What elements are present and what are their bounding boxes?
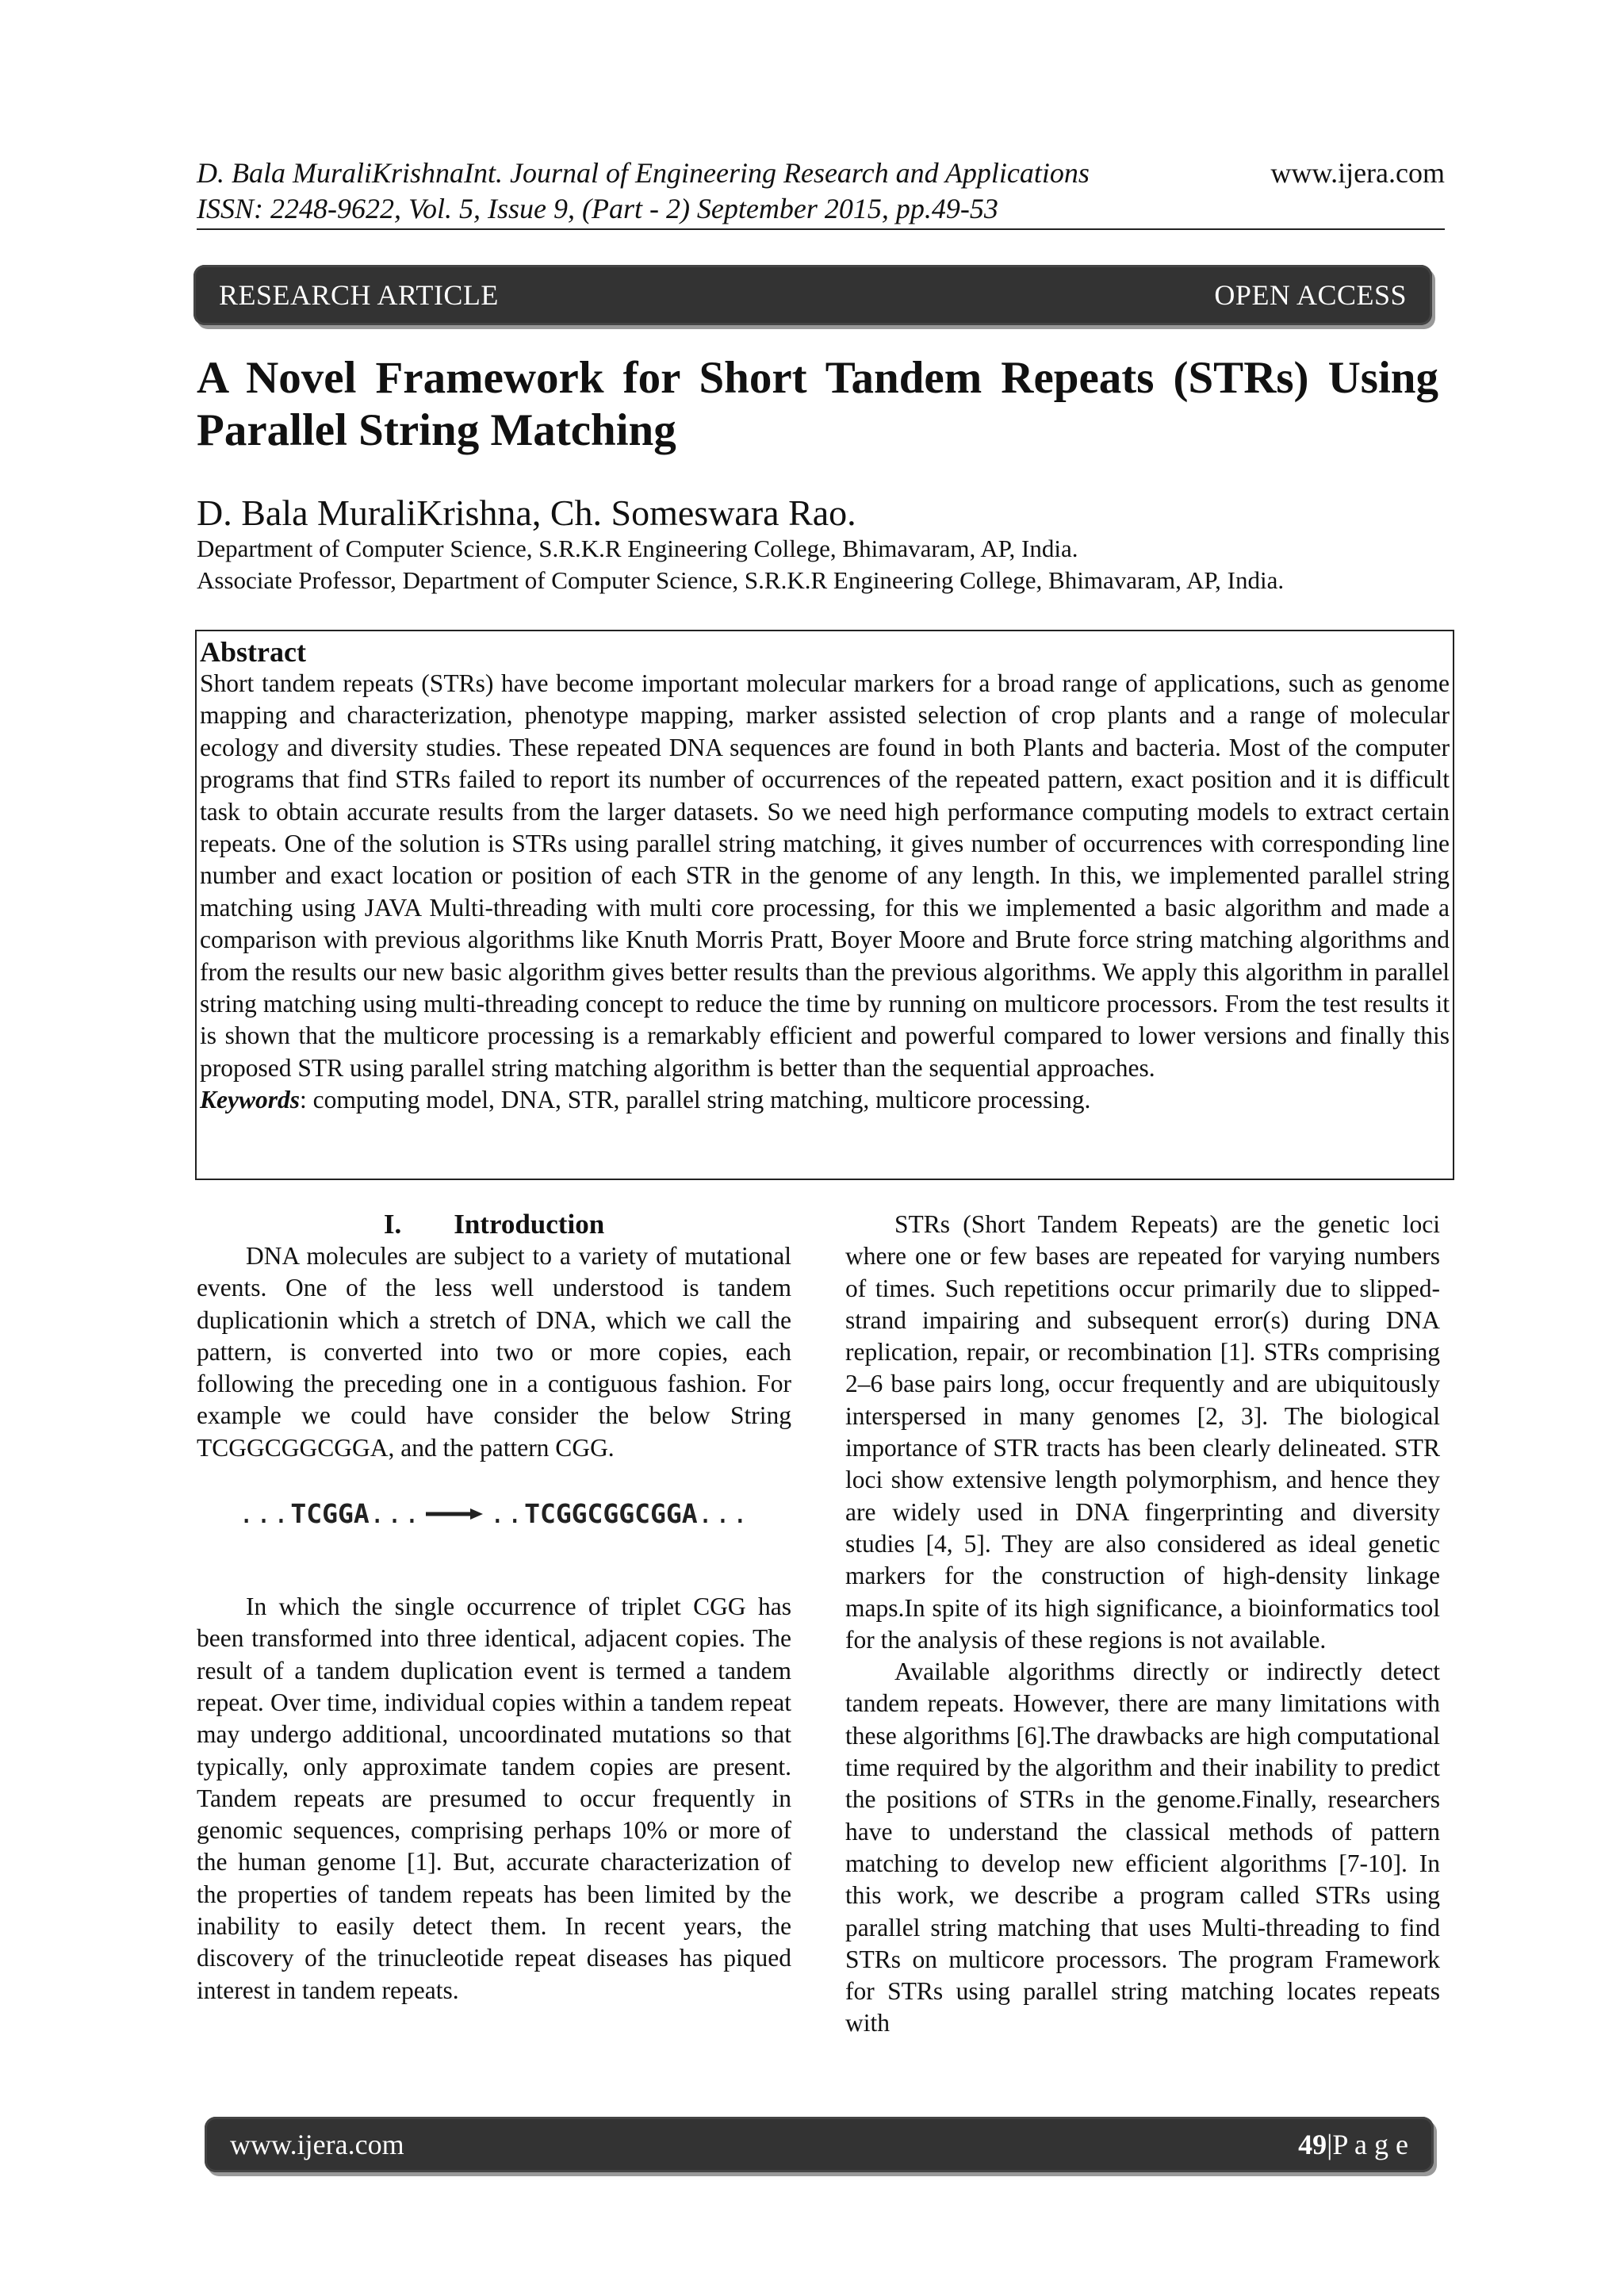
keywords-line (200, 1084, 1450, 1116)
page-word: |P a g e (1327, 2129, 1408, 2160)
intro-paragraph-3: STRs (Short Tandem Repeats) are the genetic loci where one or few bases are repeated for varying numbers of times. Such repetitions occur primarily due to slipped-strand impairing and subsequent error(s) during DNA replication, repair, or recombination [1]. STRs comprising 2–6 base pairs long, occur frequently and are ubiquitously interspersed in many genomes [2, 3]. The biological importance of STR tracts has been clearly delineated. STR loci show extensive length polymorphism, and hence they are widely used in DNA fingerprinting and diversity studies [4, 5]. They are also considered as ideal genetic markers for the construction of high-density linkage maps.In spite of its high significance, a bioinformatics tool for the analysis of these regions is not available. (845, 1210, 1440, 1654)
header-rule (197, 228, 1445, 230)
journal-citation: D. Bala MuraliKrishnaInt. Journal of Engineering Research and Applications (197, 157, 1090, 189)
abstract-box (195, 630, 1454, 1180)
section-number: I. (383, 1209, 402, 1240)
open-access-label: OPEN ACCESS (1214, 279, 1407, 311)
page-number: 49 (1298, 2129, 1327, 2160)
keywords-text: : computing model, DNA, STR, parallel string matching, multicore processing. (300, 1086, 1091, 1114)
left-column (197, 1209, 791, 2007)
figure-dots: ... (238, 1497, 291, 1529)
tandem-duplication-figure (197, 1480, 791, 1548)
section-heading (197, 1209, 791, 1240)
affiliations (197, 533, 1284, 596)
intro-paragraph-1: DNA molecules are subject to a variety of mutational events. One of the less well understood is tandem duplicationin which a stretch of DNA, which we call the pattern, is converted into two or more copies, each following the preceding one in a contiguous fashion. For example we could have consider the below String TCGGCGGCGGA, and the pattern CGG. (197, 1242, 791, 1462)
figure-spacer (197, 1548, 791, 1591)
figure-dots: ... (697, 1497, 750, 1529)
intro-paragraph-2: In which the single occurrence of triplet CGG has been transformed into three identical, adjacent copies. The result of a tandem duplication event is termed a tandem repeat. Over time, individual copies within a tandem repeat may undergo additional, uncoordinated mutations so that typically, only approximate tandem copies are present. Tandem repeats are presumed to occur frequently in genomic sequences, comprising perhaps 10% or more of the human genome [1]. But, accurate characterization of the properties of tandem repeats has been limited by the inability to easily detect them. In recent years, the discovery of the trinucleotide repeat diseases has piqued interest in tandem repeats. (197, 1593, 791, 2004)
intro-paragraph-4: Available algorithms directly or indirectly detect tandem repeats. However, there are many limitations with these algorithms [6].The drawbacks are high computational time required by the algorithm and their inability to predict the positions of STRs in the genome.Finally, researchers have to understand the classical methods of pattern matching to develop new efficient algorithms [7-10]. In this work, we describe a program called STRs using parallel string matching that uses Multi-threading to find STRs on multicore processors. The program Framework for STRs using parallel string matching locates repeats with (845, 1658, 1440, 2037)
page-number-label (1298, 2128, 1408, 2161)
section-title: Introduction (454, 1209, 605, 1240)
article-type-banner (193, 265, 1432, 325)
keywords-label: Keywords (200, 1086, 300, 1114)
right-arrow-icon (426, 1506, 485, 1522)
article-type-label: RESEARCH ARTICLE (219, 279, 499, 311)
figure-result-sequence: TCGGCGGCGGA (524, 1497, 698, 1529)
affiliation-1: Department of Computer Science, S.R.K.R Engineering College, Bhimavaram, AP, India. (197, 535, 1078, 562)
abstract-heading: Abstract (200, 636, 306, 668)
figure-source-sequence: TCGGA (290, 1497, 370, 1529)
running-head (197, 155, 1445, 227)
figure-dots: .. (489, 1497, 525, 1529)
footer-url[interactable]: www.ijera.com (230, 2129, 404, 2160)
affiliation-2: Associate Professor, Department of Computer Science, S.R.K.R Engineering College, Bhimavaram, AP, India. (197, 566, 1285, 594)
author-list: D. Bala MuraliKrishna, Ch. Someswara Rao. (197, 493, 856, 533)
figure-dots: ... (369, 1497, 422, 1529)
journal-url[interactable]: www.ijera.com (1270, 157, 1445, 189)
paper-title: A Novel Framework for Short Tandem Repeats (STRs) Using Parallel String Matching (197, 353, 1438, 455)
abstract-text: Short tandem repeats (STRs) have become important molecular markers for a broad range of applications, such as genome mapping and characterization, phenotype mapping, marker assisted selection of crop plants and a range of molecular ecology and diversity studies. These repeated DNA sequences are found in both Plants and bacteria. Most of the computer programs that find STRs failed to report its number of occurrences of the repeated pattern, exact position and it is difficult task to obtain accurate results from the larger datasets. So we need high performance computing models to extract certain repeats. One of the solution is STRs using parallel string matching, it gives number of occurrences with corresponding line number and exact location or position of each STR in the genome of any length. In this, we implemented parallel string matching using JAVA Multi-threading with multi core processing, for this we implemented a basic algorithm and made a comparison with previous algorithms like Knuth Morris Pratt, Boyer Moore and Brute force string matching algorithms and from the results our new basic algorithm gives better results than the previous algorithms. We apply this algorithm in parallel string matching using multi-threading concept to reduce the time by running on multicore processors. From the test results it is shown that the multicore processing is a remarkably efficient and powerful compared to lower versions and finally this proposed STR using parallel string matching algorithm is better than the sequential approaches. (200, 669, 1450, 1082)
page-footer (205, 2117, 1434, 2172)
issn-line: ISSN: 2248-9622, Vol. 5, Issue 9, (Part - 2) September 2015, pp.49-53 (197, 193, 998, 224)
right-column (845, 1209, 1440, 2040)
